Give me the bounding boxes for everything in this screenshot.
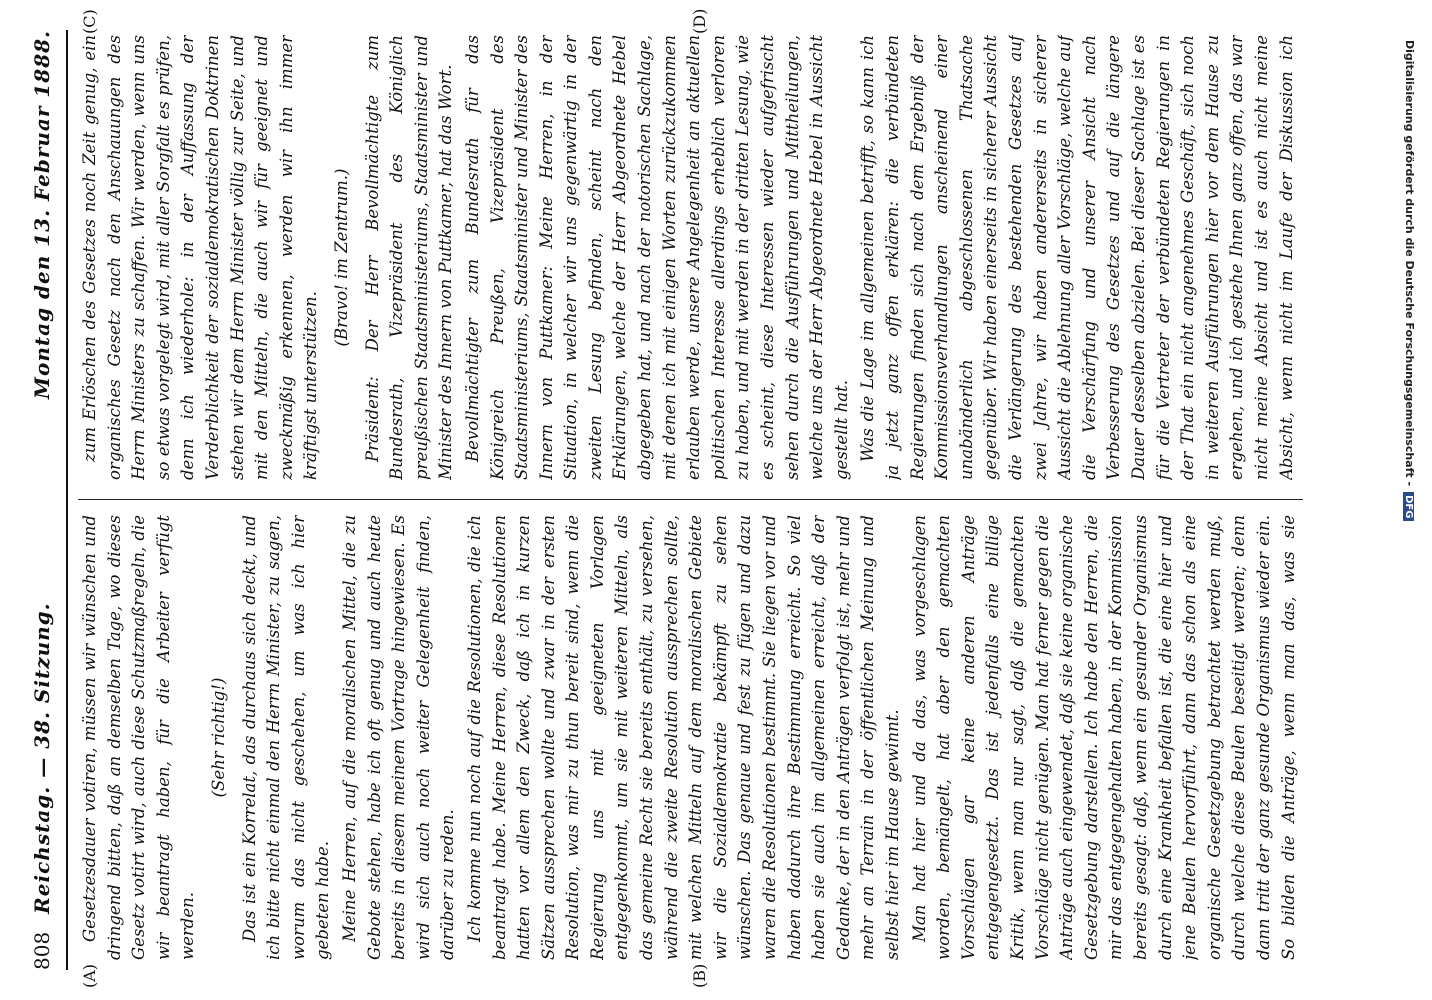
margin-marker-b: (B) bbox=[690, 963, 709, 988]
interjection: (Sehr richtig!) bbox=[208, 677, 228, 798]
paragraph: zum Erlöschen des Gesetzes noch Zeit genug, ein organisches Gesetz nach den Anschauungen des Herrn Ministers zu schaffen. Wir werden, wenn uns so etwas vorgelegt wird, mit aller Sorgfalt es prüfen, denn ich wiederhole: in der Auffassung der Verderblichkeit der sozialdemokratischen Doktrinen stehen wir dem Herrn Minister völlig zur Seite, und mit den Mitteln, die auch wir für geeignet und zweckmäßig erkennen, werden wir ihn immer kräftigst unterstützen. bbox=[80, 35, 321, 480]
paragraph: Was die Lage im allgemeinen betrifft, so kann ich ja jetzt ganz offen erklären: die verbündeten Regierungen finden sich nach dem Ergebniß der Kommissionsverhandlungen anscheinend einer unabänderlich abgeschlossenen Thatsache gegenüber. Wir haben einerseits in sicherer Aussicht die Verlängerung des bestehenden Gesetzes auf zwei Jahre, wir haben andererseits in sicherer Aussicht die Ablehnung aller Vorschläge, welche auf die Verschärfung und unserer Ansicht nach Verbesserung des Gesetzes und auf die längere Dauer desselben abzielen. Bei dieser Sachlage ist es für die Vertreter der verbündeten Regierungen in der That ein nicht angenehmes Geschäft, sich noch in weiteren Ausführungen hier vor dem Hause zu ergehen, und ich gestehe Ihnen ganz offen, das war nicht meine Absicht und ist es auch nicht meine Absicht, wenn nicht im Laufe der Diskussion ich bbox=[858, 35, 1296, 480]
page-header bbox=[22, 30, 62, 970]
interjection: (Bravo! im Zentrum.) bbox=[331, 168, 351, 347]
digitization-credit bbox=[1398, 40, 1420, 980]
margin-marker-d: (D) bbox=[690, 8, 709, 34]
margin-marker-a: (A) bbox=[80, 963, 99, 988]
margin-marker-c: (C) bbox=[80, 9, 99, 34]
credit-text: Digitalisierung gefördert durch die Deutsche Forschungsgemeinschaft - bbox=[1403, 40, 1416, 487]
header-rule bbox=[66, 30, 68, 970]
paragraph: Bevollmächtigter zum Bundesrath für das Königreich Preußen, Vizepräsident des Staatsministeriums, Staatsminister und Minister des Innern von Puttkamer: Meine Herren, in der Situation, in welcher wir uns gegenwärtig in der zweiten Lesung befinden, scheint nach den Erklärungen, welche der Herr Abgeordnete Hebel abgegeben hat, und nach der notorischen Sachlage, mit denen ich mit einigen Worten zurückzukommen erlauben werde, unsere Angelegenheit an aktuellen politischen Interesse allerdings erheblich verloren zu haben, und mit werden in der dritten Lesung, wie es scheint, diese Interessen wieder aufgefrischt sehen durch die Ausführungen und Mittheilungen, welche uns der Herr Abgeordnete Hebel in Aussicht gestellt hat. bbox=[462, 35, 851, 480]
paragraph: Man hat hier und da das, was vorgeschlagen worden, bemängelt, hat aber den gemachten Vorschlägen gar keine anderen Anträge entgegengesetzt. Das ist jedenfalls eine billige Kritik, wenn man nur sagt, daß die gemachten Vorschläge nicht genügen. Man hat ferner gegen die Anträge auch eingewendet, daß sie keine organische Gesetzgebung darstellen. Ich habe den Herren, die mir das entgegengehalten haben, in der Kommission bereits gesagt: daß, wenn ein gesunder Organismus durch eine Krankheit befallen ist, die eine hier und jene Beulen hervorführt, dann das schon als eine organische Gesetzgebung betrachtet werden muß, durch welche diese Beulen beseitigt werden; denn dann tritt der ganz gesunde Organismus wieder ein. So bilden die Anträge, wenn man das, was sie bbox=[909, 515, 1298, 960]
paragraph: Das ist ein Korrelat, das durchaus sich deckt, und ich bitte nicht einmal den Herrn Minister, zu sagen, worum das nicht geschehen, um was ich hier gebeten habe. bbox=[239, 515, 333, 960]
right-column bbox=[78, 35, 1303, 480]
paragraph: Meine Herren, auf die moralischen Mittel, die zu Gebote stehen, habe ich oft genug und auch heute bereits in diesem meinem Vortrage hingewiesen. Es wird sich auch noch weiter Gelegenheit finden, darüber zu reden. bbox=[339, 515, 458, 960]
column-divider bbox=[78, 499, 1303, 500]
paragraph: Präsident: Der Herr Bevollmächtigte zum Bundesrath, Vizepräsident des Königlich preußischen Staatsministeriums, Staatsminister und Minister des Innern von Puttkamer, hat das Wort. bbox=[362, 35, 456, 480]
page-number: 808 bbox=[30, 931, 54, 970]
dfg-logo: DFG bbox=[1403, 492, 1414, 521]
paragraph: Gesetzesdauer votiren, müssen wir wünschen und dringend bitten, daß an demselben Tage, wo dieses Gesetz votirt wird, auch diese Schutzmaßregeln, die wir beantragt haben, für die Arbeiter verfügt werden. bbox=[80, 515, 198, 960]
left-column bbox=[78, 515, 1303, 960]
paragraph: Ich komme nun noch auf die Resolutionen, die ich beantragt habe. Meine Herren, diese Resolutionen hatten vor allem den Zweck, daß ich in kurzen Sätzen aussprechen wollte und zwar in der ersten Resolution, was mir zu thun bereit sind, wenn die Regierung uns mit geeigneten Vorlagen entgegenkommt, um sie mit weiteren Mitteln, als das gemeine Recht sie bereits enthält, zu versehen, während die zweite Resolution aussprechen sollte, mit welchen Mitteln auf dem moralischen Gebiete wir die Sozialdemokratie bekämpft zu sehen wünschen. Das genaue und fest zu fügen und dazu waren die Resolutionen bestimmt. Sie liegen vor und haben dadurch ihre Bestimmung erreicht. So viel haben sie auch im allgemeinen erreicht, daß der Gedanke, der in den Anträgen verfolgt ist, mehr und mehr an Terrain in der öffentlichen Meinung und selbst hier im Hause gewinnt. bbox=[464, 515, 902, 960]
session-date: Montag den 13. Februar 1888. bbox=[30, 30, 54, 400]
session-title: Reichstag. — 38. Sitzung. bbox=[30, 602, 54, 914]
